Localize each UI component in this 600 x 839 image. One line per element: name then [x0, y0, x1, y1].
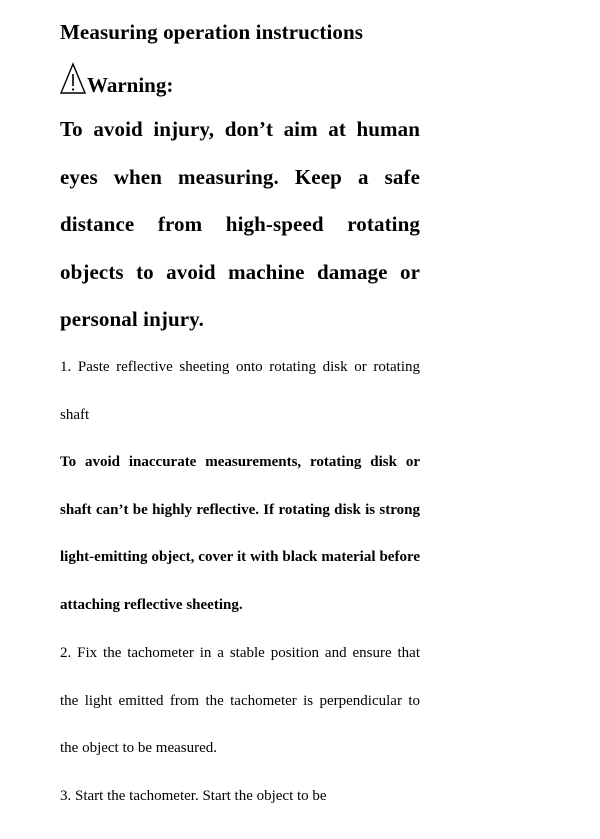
- step-3-text: 3. Start the tachometer. Start the object to be: [60, 788, 327, 804]
- warning-label: Warning:: [87, 73, 174, 97]
- warning-triangle-icon: [60, 62, 86, 94]
- warning-text: To avoid injury, don’t aim at human eyes when measuring. Keep a safe distance from high-speed rotating objects to avoid machine damage or personal injury.: [60, 117, 420, 331]
- step-1-note: To avoid inaccurate measurements, rotating disk or shaft can’t be highly reflective. If rotating disk is strong light-emitting object, cover it with black material before attaching reflective sheeting.: [60, 454, 420, 613]
- step-2-text: 2. Fix the tachometer in a stable position and ensure that the light emitted from the tachometer is perpendicular to the object to be measured.: [60, 645, 420, 756]
- step-1-text: 1. Paste reflective sheeting onto rotating disk or rotating shaft: [60, 359, 420, 423]
- section-heading: Measuring operation instructions: [60, 20, 364, 44]
